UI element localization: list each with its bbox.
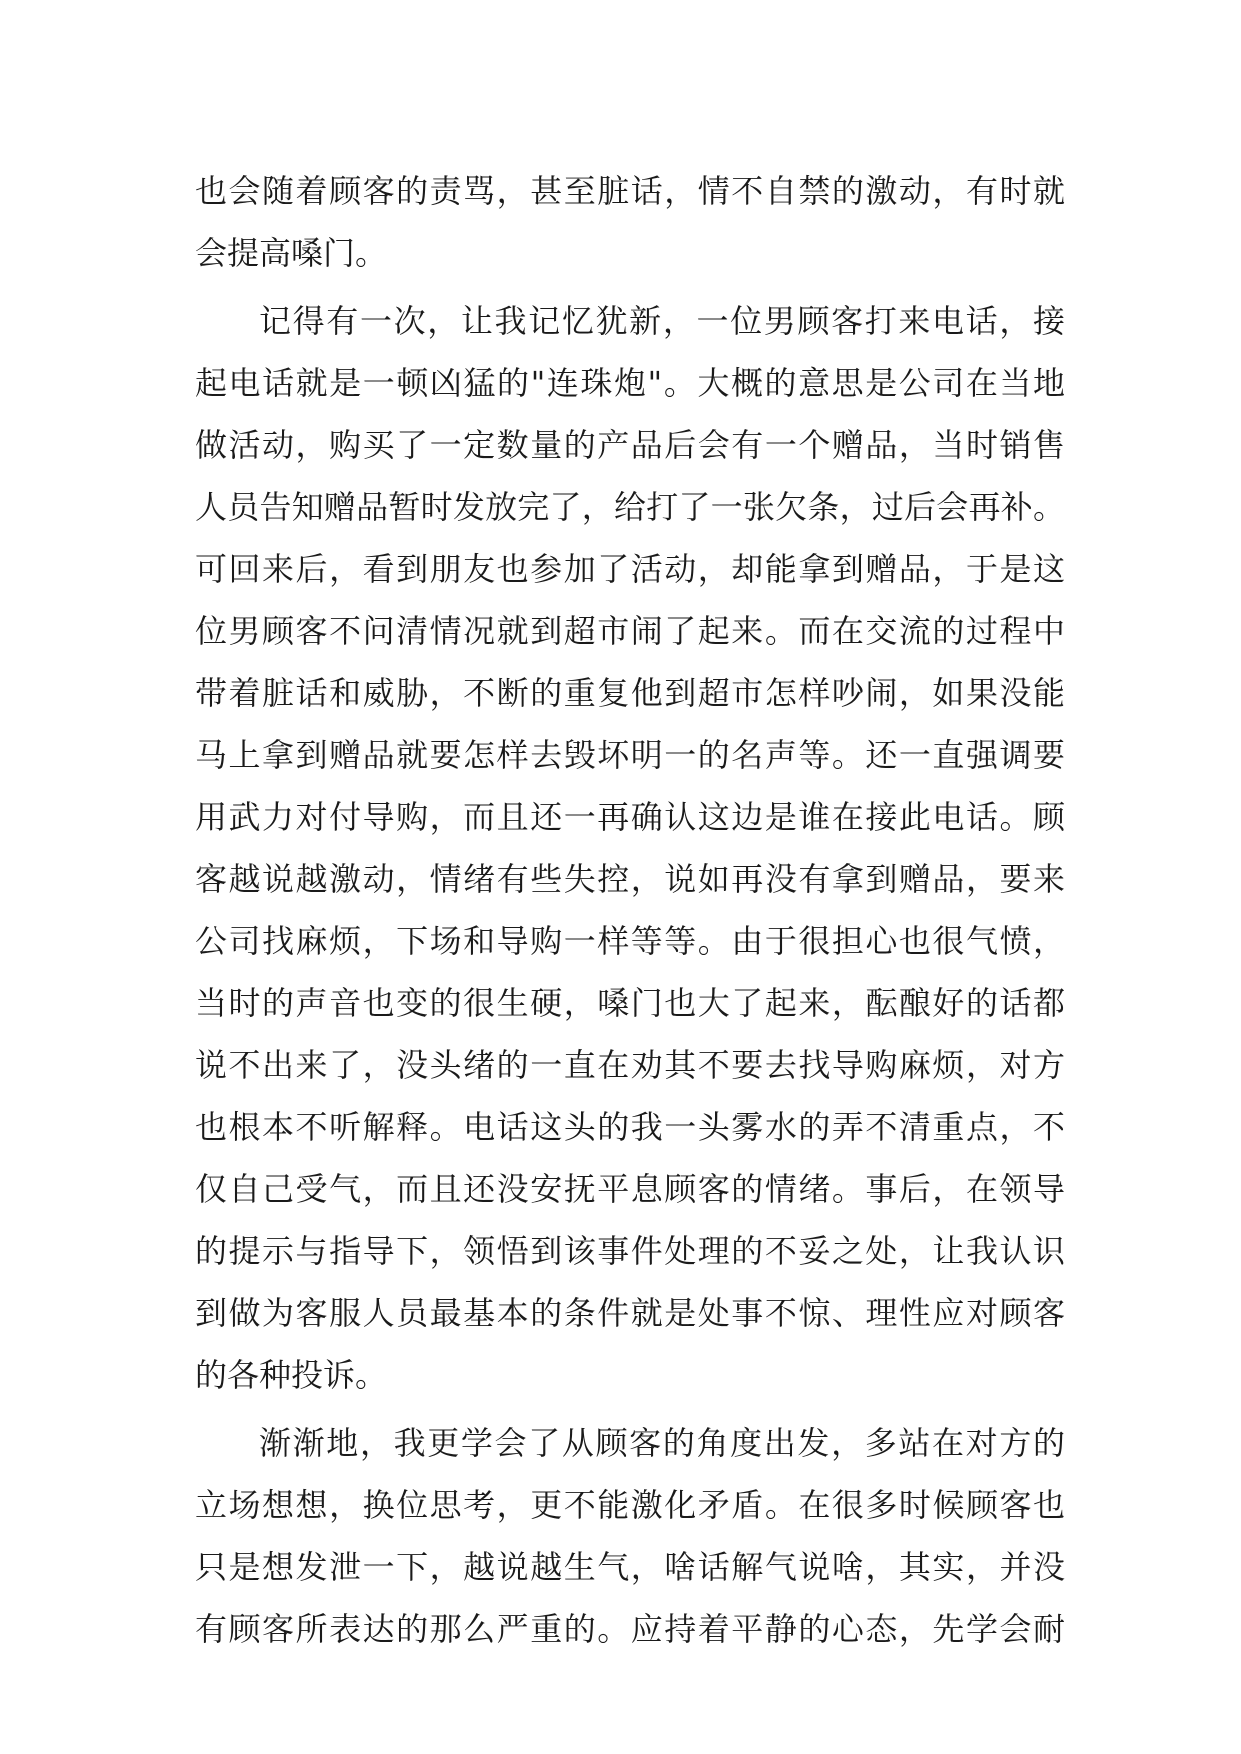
text-line: 位男顾客不问清情况就到超市闹了起来。而在交流的过程中 <box>195 612 1065 650</box>
text-line: 人员告知赠品暂时发放完了，给打了一张欠条，过后会再补。 <box>195 488 1065 526</box>
text-line: 记得有一次，让我记忆犹新，一位男顾客打来电话，接 <box>259 302 1065 340</box>
text-line: 仅自己受气，而且还没安抚平息顾客的情绪。事后，在领导 <box>195 1170 1065 1208</box>
body-text <box>195 160 1065 1660</box>
text-line: 也会随着顾客的责骂，甚至脏话，情不自禁的激动，有时就 <box>195 172 1065 210</box>
text-line: 可回来后，看到朋友也参加了活动，却能拿到赠品，于是这 <box>195 550 1065 588</box>
text-line: 当时的声音也变的很生硬，嗓门也大了起来，酝酿好的话都 <box>195 984 1065 1022</box>
text-line: 的各种投诉。 <box>195 1356 388 1394</box>
text-line: 说不出来了，没头绪的一直在劝其不要去找导购麻烦，对方 <box>195 1046 1065 1084</box>
text-line: 带着脏话和威胁，不断的重复他到超市怎样吵闹，如果没能 <box>195 674 1065 712</box>
text-line: 的提示与指导下，领悟到该事件处理的不妥之处，让我认识 <box>195 1232 1065 1270</box>
text-line: 立场想想，换位思考，更不能激化矛盾。在很多时候顾客也 <box>195 1486 1065 1524</box>
text-line: 起电话就是一顿凶猛的"连珠炮"。大概的意思是公司在当地 <box>195 364 1065 402</box>
text-line: 只是想发泄一下，越说越生气，啥话解气说啥，其实，并没 <box>195 1548 1065 1586</box>
text-line: 马上拿到赠品就要怎样去毁坏明一的名声等。还一直强调要 <box>195 736 1065 774</box>
text-line: 到做为客服人员最基本的条件就是处事不惊、理性应对顾客 <box>195 1294 1065 1332</box>
text-line: 有顾客所表达的那么严重的。应持着平静的心态，先学会耐 <box>195 1610 1065 1648</box>
text-line: 客越说越激动，情绪有些失控，说如再没有拿到赠品，要来 <box>195 860 1065 898</box>
text-line: 做活动，购买了一定数量的产品后会有一个赠品，当时销售 <box>195 426 1065 464</box>
text-line: 会提高嗓门。 <box>195 234 388 272</box>
text-line: 用武力对付导购，而且还一再确认这边是谁在接此电话。顾 <box>195 798 1065 836</box>
text-line: 也根本不听解释。电话这头的我一头雾水的弄不清重点，不 <box>195 1108 1065 1146</box>
text-line: 公司找麻烦，下场和导购一样等等。由于很担心也很气愤， <box>195 922 1065 960</box>
text-line: 渐渐地，我更学会了从顾客的角度出发，多站在对方的 <box>259 1424 1065 1462</box>
